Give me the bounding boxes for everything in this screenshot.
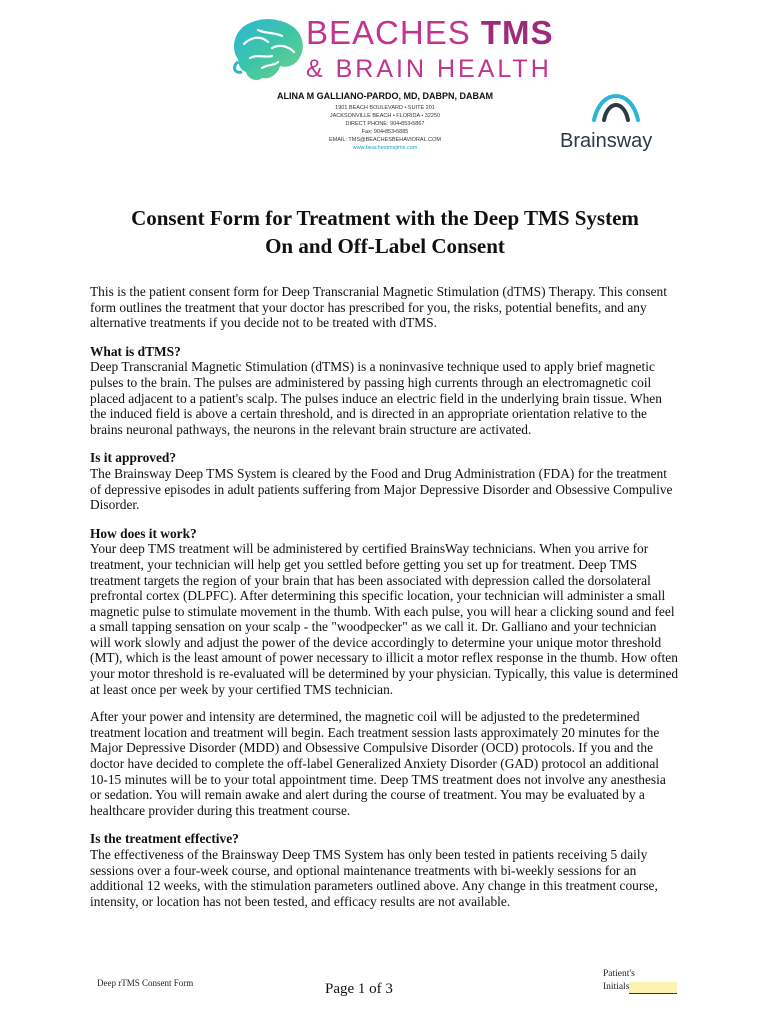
brainsway-wordmark: Brainsway: [560, 130, 653, 152]
section-heading-approved: Is it approved?: [90, 450, 177, 466]
section-heading-how: How does it work?: [90, 525, 197, 541]
phone-line: DIRECT PHONE: 904•853•5867: [345, 121, 425, 127]
initials-label: Initials: [603, 982, 630, 992]
address-line: JACKSONVILLE BEACH • FLORIDA • 32250: [329, 113, 441, 119]
document-body: [90, 284, 680, 909]
page-number: Page 1 of 3: [325, 981, 393, 997]
title-line2: On and Off-Label Consent: [265, 234, 505, 258]
section-text-approved: The Brainsway Deep TMS System is cleared by the Food and Drug Administration (FDA) for the treatment of depressive episodes in adult patients suffering from Major Depressive Disorder and Obsessive Compulive Disorder.: [90, 465, 673, 513]
email-line: EMAIL: TMS@BEACHESBEHAVIORAL.COM: [328, 137, 442, 143]
document-title: [60, 204, 710, 260]
address-line: 1901 BEACH BOULEVARD • SUITE 201: [335, 105, 435, 111]
section-text-how: Your deep TMS treatment will be administered by certified BrainsWay technicians. When you arrive for treatment, your technician will help get you settled before getting you set up for treatment. Deep TMS treatment targets the region of your brain that has been associated with depression called the dorsolateral prefrontal cortex (DLPFC). After determining this specific location, your technician will administer a small magnetic pulse to stimulate movement in the thumb. With each pulse, you will hear a clicking sound and feel a small tapping sensation on your scalp - the "woodpecker" as we call it. Dr. Galliano and your technician will work slowly and adjust the power of the device accordingly to determine your unique motor threshold (MT), which is the least amount of power necessary to illicit a motor reflex response in the thumb. How often your motor threshold is re-evaluated will be determined by your physician. Typically, this value is determined at least once per week by your certified TMS technician.: [90, 541, 679, 697]
brand-name-line2: & BRAIN HEALTH: [306, 55, 552, 83]
patient-initials-area: [603, 968, 677, 994]
brainsway-logo-icon: [588, 92, 644, 124]
section-heading-effective: Is the treatment effective?: [90, 831, 239, 847]
title-line1: Consent Form for Treatment with the Deep TMS System: [131, 206, 639, 230]
website-link[interactable]: www.beachestmsjtms.com: [352, 145, 418, 151]
section-heading-what: What is dTMS?: [90, 343, 181, 359]
brain-logo-icon: [228, 14, 308, 84]
patient-label: Patient's: [603, 969, 635, 979]
doctor-name: ALINA M GALLIANO-PARDO, MD, DABPN, DABAM: [277, 91, 493, 101]
section-text-what: Deep Transcranial Magnetic Stimulation (dTMS) is a noninvasive technique used to apply brief magnetic pulses to the brain. The pulses are administered by passing high currents through an electromagnetic coil placed adjacent to a patient's scalp. The pulses induce an electric field in the underlying brain tissue. When the induced field is above a certain threshold, and is directed in an appropriate orientation relative to the brains neuronal pathways, the neurons in the relevant brain structure are activated.: [90, 359, 662, 437]
initials-input[interactable]: [629, 982, 677, 994]
fax-line: Fax: 904•853•5885: [361, 129, 409, 135]
brand-name-line1: BEACHES TMS: [306, 14, 554, 51]
section-text-how-2: After your power and intensity are determined, the magnetic coil will be adjusted to the predetermined treatment location and treatment will begin. Each treatment session lasts approximately 20 minutes for the Major Depressive Disorder (MDD) and Obsessive Compulsive Disorder (OCD) protocols. If you and the doctor have decided to complete the off-label Generalized Anxiety Disorder (GAD) protocol an additional 10-15 minutes will be to your total appointment time. Deep TMS treatment does not involve any anesthesia or sedation. You will remain awake and alert during the course of treatment. You may be evaluated by a healthcare provider during this treatment course.: [90, 709, 666, 818]
intro-paragraph: This is the patient consent form for Deep Transcranial Magnetic Stimulation (dTMS) Therapy. This consent form outlines the treatment that your doctor has prescribed for you, the risks, potential benefits, and any alternative treatments if you decide not to be treated with dTMS.: [90, 284, 667, 331]
section-text-effective: The effectiveness of the Brainsway Deep TMS System has only been tested in patients receiving 5 daily sessions over a four-week course, and optional maintenance treatments with bi-weekly sessions for an additional 12 weeks, with the stimulation parameters outlined above. Any change in this treatment course, intensity, or location has not been tested, and efficacy results are not available.: [90, 847, 658, 909]
contact-address: [240, 104, 530, 152]
footer-form-name: Deep rTMS Consent Form: [97, 978, 194, 988]
